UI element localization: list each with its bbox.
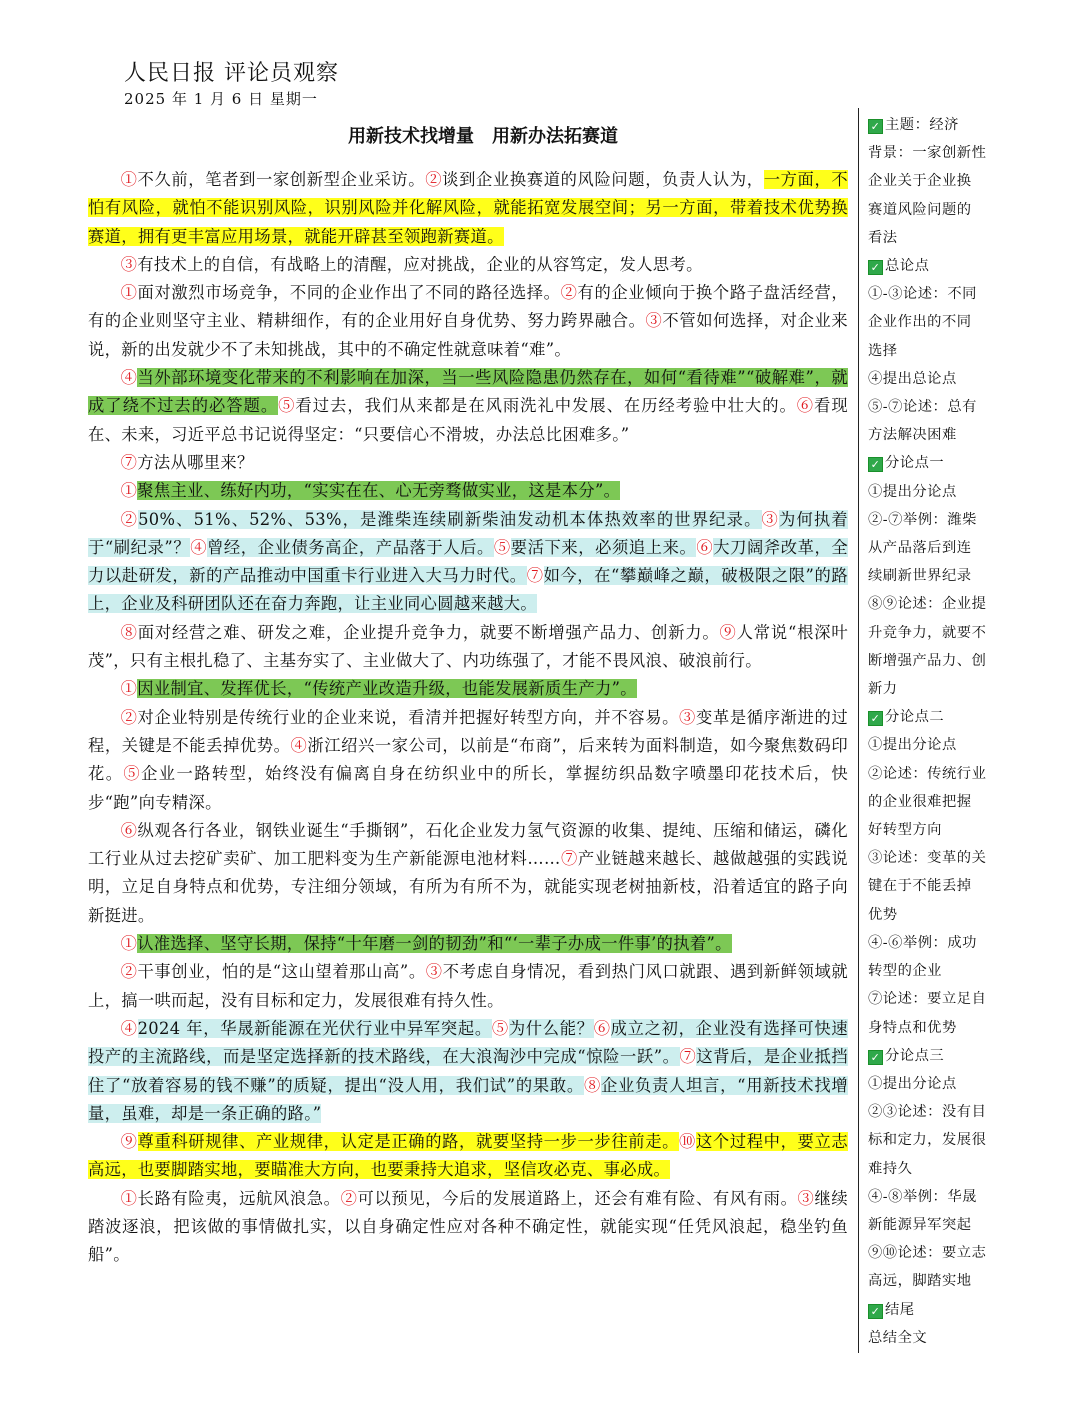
paragraph-8: ⑧面对经营之难、研发之难，企业提升竞争力，就要不断增强产品力、创新力。⑨人常说“根深叶茂”，只有主根扎稳了、主基夯实了、主业做大了、内功练强了，才能不畏风浪、破浪前行。	[88, 622, 849, 671]
outline-line: ⑨⑩论述：要立志	[868, 1245, 987, 1262]
paragraph-12: ①认准选择、坚守长期，保持“十年磨一剑的韧劲”和“‘一辈子办成一件事’的执着”。	[120, 934, 732, 954]
outline-line: 企业关于企业换	[868, 173, 972, 190]
outline-line: 难持久	[868, 1160, 913, 1177]
outline-line: 从产品落后到连	[868, 540, 972, 557]
highlight-green: 因业制宜、发挥优长，“传统产业改造升级，也能发展新质生产力”。	[137, 679, 637, 699]
outline-line: ①提出分论点	[868, 483, 957, 500]
highlight-yellow: 尊重科研规律、产业规律，认定是正确的路，就要坚持一步一步往前走。	[137, 1132, 680, 1152]
outline-line: 升竞争力，就要不	[868, 624, 987, 641]
outline-line: ②③论述：没有目	[868, 1104, 987, 1121]
outline-section-thesis: ✓ 总论点	[868, 252, 992, 280]
outline-line: ⑦论述：要立足自	[868, 991, 987, 1008]
outline-section-point-2: ✓ 分论点二	[868, 703, 992, 731]
outline-line: ④-⑥举例：成功	[868, 934, 977, 951]
outline-section-point-3: ✓ 分论点三	[868, 1042, 992, 1070]
outline-line: 企业作出的不同	[868, 314, 972, 331]
highlight-yellow: 这个过程中，要立志高远，也要脚踏实地，要瞄准大方向，也要秉持大追求，坚信攻必克、事必成。	[88, 1132, 848, 1180]
outline-line: ②论述：传统行业	[868, 765, 987, 782]
outline-line: 转型的企业	[868, 963, 942, 980]
checkbox-icon: ✓	[868, 711, 883, 726]
outline-line: ①提出分论点	[868, 1075, 957, 1092]
outline-line: 选择	[868, 342, 898, 359]
outline-line: ⑤-⑦论述：总有	[868, 399, 977, 416]
paragraph-5: ⑦方法从哪里来？	[120, 452, 254, 472]
outline-sidebar	[868, 111, 992, 1352]
outline-line: 好转型方向	[868, 822, 942, 839]
outline-line: 背景：一家创新性	[868, 145, 987, 162]
paragraph-1: ①不久前，笔者到一家创新型企业采访。②谈到企业换赛道的风险问题，负责人认为，一方面，不怕有风险，就怕不能识别风险，识别风险并化解风险，就能拓宽发展空间；另一方面，带着技术优势换赛道，拥有更丰富应用场景，就能开辟甚至领跑新赛道。	[88, 170, 849, 246]
outline-line: 优势	[868, 906, 898, 923]
article-title: 用新技术找增量 用新办法拓赛道	[348, 126, 618, 147]
outline-section-point-1: ✓ 分论点一	[868, 449, 992, 477]
paragraph-15: ⑨尊重科研规律、产业规律，认定是正确的路，就要坚持一步一步往前走。⑩这个过程中，要立志高远，也要脚踏实地，要瞄准大方向，也要秉持大追求，坚信攻必克、事必成。	[88, 1132, 848, 1180]
outline-line: 看法	[868, 229, 898, 246]
checkbox-icon: ✓	[868, 119, 883, 134]
outline-section-ending: ✓ 结尾	[868, 1296, 992, 1324]
outline-line: ①-③论述：不同	[868, 286, 977, 303]
paragraph-4: ④当外部环境变化带来的不利影响在加深，当一些风险隐患仍然存在，如何“看待难”“破解难”，就成了绕不过去的必答题。⑤看过去，我们从来都是在风雨洗礼中发展、在历经考验中壮大的。⑥看现在、未来，习近平总书记说得坚定：“只要信心不滑坡，办法总比困难多。”	[88, 368, 848, 444]
newspaper-source: 人民日报 评论员观察	[124, 61, 339, 86]
highlight-green: 当外部环境变化带来的不利影响在加深，当一些风险隐患仍然存在，如何“看待难”“破解难”，就成了绕不过去的必答题。	[88, 368, 848, 416]
paragraph-6: ①聚焦主业、练好内功，“实实在在、心无旁骛做实业，这是本分”。	[120, 481, 621, 501]
outline-line: ④-⑧举例：华晟	[868, 1188, 977, 1205]
outline-line: 身特点和优势	[868, 1019, 957, 1036]
outline-line: 高远，脚踏实地	[868, 1273, 972, 1290]
outline-line: 赛道风险问题的	[868, 201, 972, 218]
highlight-green: 认准选择、坚守长期，保持“十年磨一剑的韧劲”和“‘一辈子办成一件事’的执着”。	[137, 934, 732, 954]
paragraph-10: ②对企业特别是传统行业的企业来说，看清并把握好转型方向，并不容易。③变革是循序渐进的过程，关键是不能丢掉优势。④浙江绍兴一家公司，以前是“布商”，后来转为面料制造，如今聚焦数码印花。⑤企业一路转型，始终没有偏离自身在纺织业中的所长，掌握纺织品数字喷墨印花技术后，快步“跑”向专精深。	[88, 707, 849, 812]
outline-section-theme: ✓ 主题：经济	[868, 111, 992, 139]
outline-line: ②-⑦举例：潍柴	[868, 511, 977, 528]
highlight-green: 聚焦主业、练好内功，“实实在在、心无旁骛做实业，这是本分”。	[137, 481, 621, 501]
outline-line: 续刷新世界纪录	[868, 568, 972, 585]
outline-line: 断增强产品力、创	[868, 652, 987, 669]
paragraph-9: ①因业制宜、发挥优长，“传统产业改造升级，也能发展新质生产力”。	[120, 679, 637, 699]
outline-line: 新能源异军突起	[868, 1216, 972, 1233]
outline-line: 的企业很难把握	[868, 793, 972, 810]
outline-line: ⑧⑨论述：企业提	[868, 596, 987, 613]
paragraph-11: ⑥纵观各行各业，钢铁业诞生“手撕钢”，石化企业发力氢气资源的收集、提纯、压缩和储运，磷化工行业从过去挖矿卖矿、加工肥料变为生产新能源电池材料……⑦产业链越来越长、越做越强的实践说明，立足自身特点和优势，专注细分领域，有所为有所不为，就能实现老树抽新枝，沿着适宜的路子向新挺进。	[88, 820, 848, 925]
publish-date: 2025 年 1 月 6 日 星期一	[124, 90, 318, 108]
highlight-yellow: 一方面，不怕有风险，就怕不能识别风险，识别风险并化解风险，就能拓宽发展空间；另一方面，带着技术优势换赛道，拥有更丰富应用场景，就能开辟甚至领跑新赛道。	[88, 170, 849, 246]
outline-line: 标和定力，发展很	[868, 1132, 987, 1149]
checkbox-icon: ✓	[868, 1304, 883, 1319]
outline-line: 新力	[868, 681, 898, 698]
outline-line: ④提出总论点	[868, 370, 957, 387]
paragraph-16: ①长路有险夷，远航风浪急。②可以预见，今后的发展道路上，还会有难有险、有风有雨。③继续踏波逐浪，把该做的事情做扎实，以自身确定性应对各种不确定性，就能实现“任凭风浪起，稳坐钓鱼船”。	[88, 1188, 849, 1265]
column-divider	[858, 108, 859, 1353]
checkbox-icon: ✓	[868, 1050, 883, 1065]
paragraph-2: ③有技术上的自信，有战略上的清醒，应对挑战，企业的从容笃定，发人思考。	[120, 254, 703, 274]
outline-line: 键在于不能丢掉	[868, 878, 972, 895]
outline-line: 总结全文	[868, 1329, 928, 1346]
paragraph-13: ②干事创业，怕的是“这山望着那山高”。③不考虑自身情况，看到热门风口就跟、遇到新鲜领域就上，搞一哄而起，没有目标和定力，发展很难有持久性。	[88, 962, 848, 1010]
checkbox-icon: ✓	[868, 457, 883, 472]
paragraph-3: ①面对激烈市场竞争，不同的企业作出了不同的路径选择。②有的企业倾向于换个路子盘活经营，有的企业则坚守主业、精耕细作，有的企业用好自身优势、努力跨界融合。③不管如何选择，对企业来说，新的出发就少不了未知挑战，其中的不确定性就意味着“难”。	[88, 283, 848, 359]
checkbox-icon: ✓	[868, 260, 883, 275]
paragraph-7: ②50%、51%、52%、53%，是潍柴连续刷新柴油发动机本体热效率的世界纪录。③为何执着于“刷纪录”？④曾经，企业债务高企，产品落于人后。⑤要活下来，必须追上来。⑥大刀阔斧改革，全力以赴研发，新的产品推动中国重卡行业进入大马力时代。⑦如今，在“攀巅峰之巅，破极限之限”的路上，企业及科研团队还在奋力奔跑，让主业同心圆越来越大。	[88, 509, 849, 614]
outline-line: 方法解决困难	[868, 427, 957, 444]
paragraph-14: ④2024 年，华晟新能源在光伏行业中异军突起。⑤为什么能？⑥成立之初，企业没有选择可快速投产的主流路线，而是坚定选择新的技术路线，在大浪淘沙中完成“惊险一跃”。⑦这背后，是企业抵挡住了“放着容易的钱不赚”的质疑，提出“没人用，我们试”的果敢。⑧企业负责人坦言，“用新技术找增量，虽难，却是一条正确的路。”	[88, 1018, 848, 1123]
outline-line: ①提出分论点	[868, 737, 957, 754]
article-body	[88, 166, 848, 1270]
outline-line: ③论述：变革的关	[868, 850, 987, 867]
